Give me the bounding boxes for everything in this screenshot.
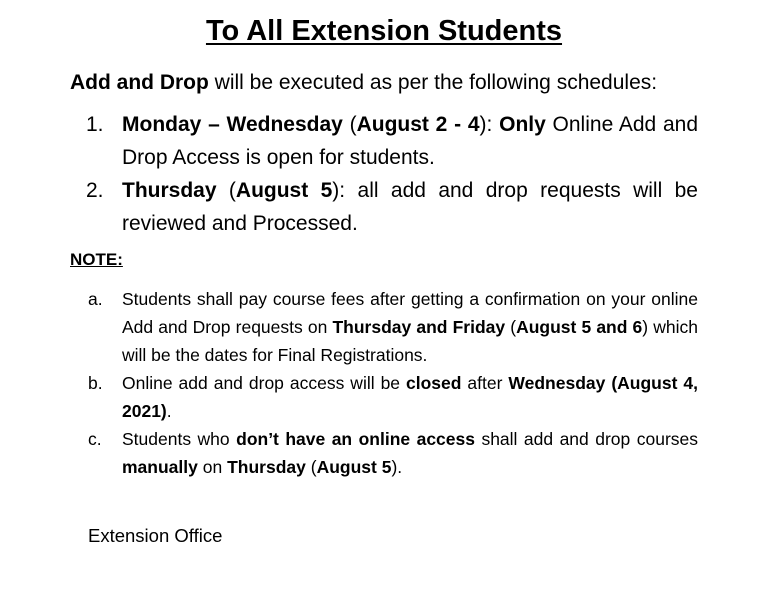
schedule-days: Monday – Wednesday [122, 113, 343, 136]
note-text: Online add and drop access will be [122, 373, 407, 393]
note-emphasis: Thursday [227, 457, 306, 477]
note-text: after [461, 373, 509, 393]
note-emphasis: manually [122, 457, 198, 477]
intro-text: will be executed as per the following schedules: [208, 71, 658, 94]
schedule-item [86, 174, 698, 240]
schedule-item-number: 2. [86, 179, 104, 202]
note-text: ( [305, 457, 317, 477]
note-emphasis: closed [406, 373, 462, 393]
note-item-letter: c. [88, 429, 102, 449]
note-text: Students shall pay course fees after getting a confirmation on your online Add and Drop requests on [122, 289, 698, 337]
schedule-text: Online Add and Drop Access is open for students. [122, 113, 698, 169]
schedule-text: all add and drop requests will be reviewed and Processed. [122, 179, 698, 235]
note-text: Students who [122, 429, 237, 449]
note-text: ) which will be the dates for Final Registrations. [122, 317, 698, 365]
note-heading: NOTE: [70, 250, 123, 269]
note-emphasis: August 5 [316, 457, 392, 477]
note-text: ( [505, 317, 517, 337]
note-item-letter: b. [88, 373, 103, 393]
note-item [88, 285, 698, 369]
note-text: shall add and drop courses [474, 429, 699, 449]
schedule-item-number: 1. [86, 113, 104, 136]
note-emphasis: August 5 and 6 [516, 317, 643, 337]
note-text: . [166, 401, 172, 421]
note-text: ). [391, 457, 403, 477]
page-title-text: To All Extension Students [205, 15, 563, 47]
note-emphasis: don’t have an online access [236, 429, 475, 449]
note-item-letter: a. [88, 289, 103, 309]
intro-paragraph [70, 68, 710, 98]
schedule-list [86, 108, 698, 240]
intro-emphasis: Add and Drop [70, 71, 209, 94]
schedule-days: Thursday [122, 179, 217, 202]
punctuation: ): [479, 113, 500, 136]
page-title [0, 15, 768, 48]
schedule-item [86, 108, 698, 174]
note-item [88, 369, 698, 425]
schedule-dates: August 5 [235, 179, 333, 202]
schedule-emphasis: Only [499, 113, 546, 136]
punctuation: ): [332, 179, 358, 202]
notes-list [88, 285, 698, 481]
note-emphasis: Thursday and Friday [332, 317, 506, 337]
punctuation: ( [342, 113, 357, 136]
schedule-dates: August 2 - 4 [356, 113, 480, 136]
note-item [88, 425, 698, 481]
punctuation: ( [216, 179, 236, 202]
note-emphasis: Wednesday (August 4, 2021) [122, 373, 698, 421]
signoff: Extension Office [88, 525, 223, 546]
note-text: on [197, 457, 228, 477]
